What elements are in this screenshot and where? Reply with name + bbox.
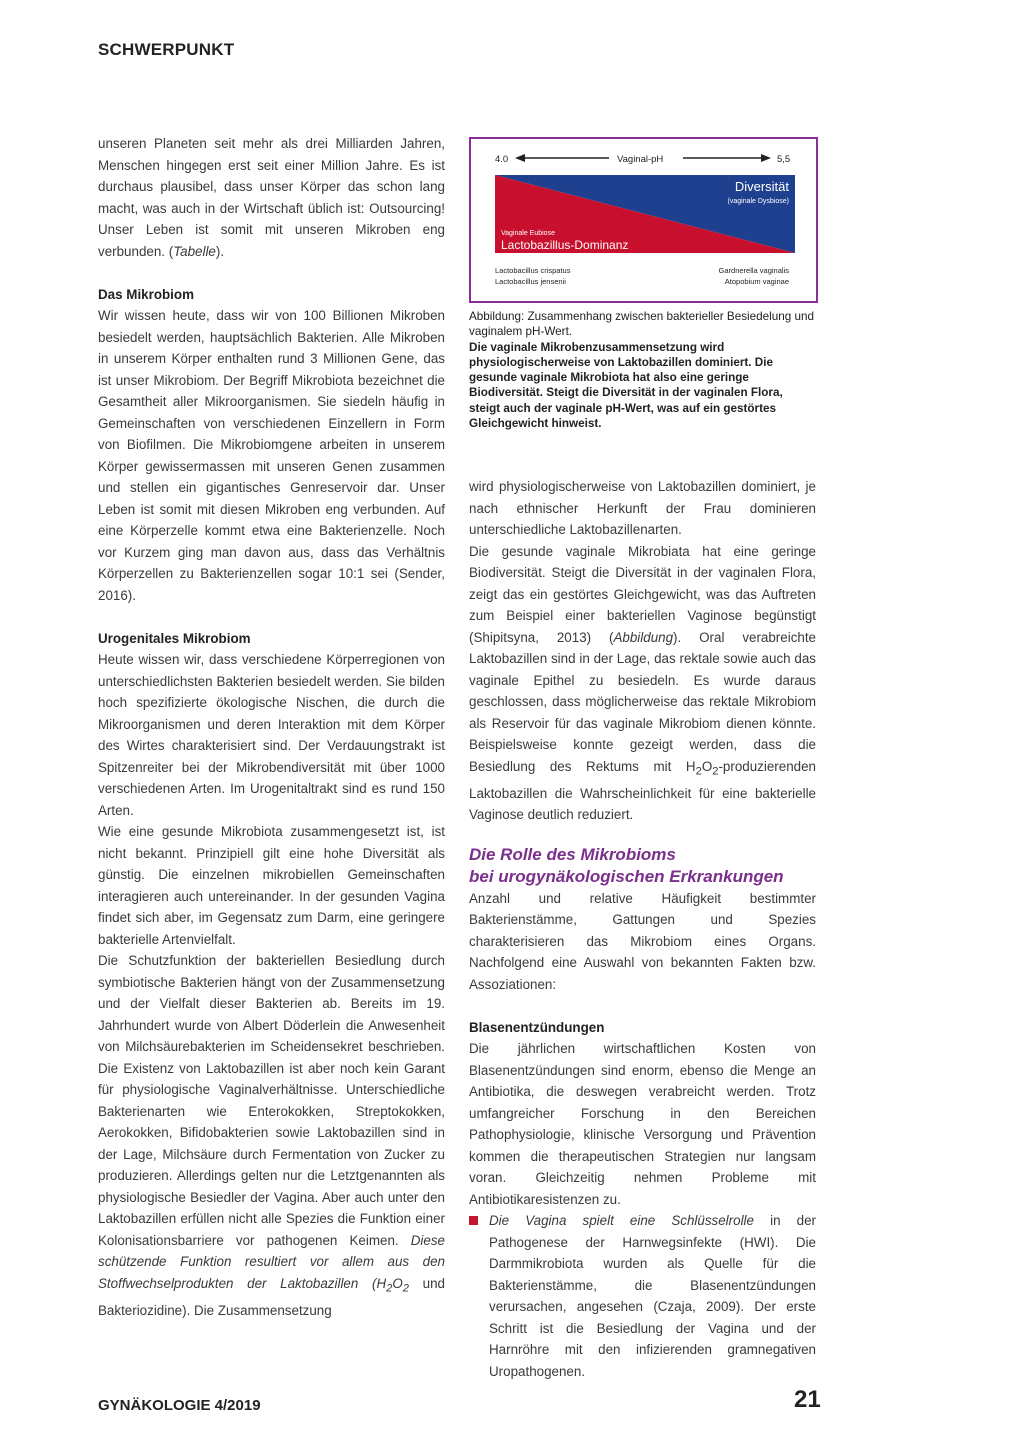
subscript: 2 bbox=[695, 765, 702, 778]
figure-caption bbox=[469, 309, 816, 431]
ph-axis-label: Vaginal-pH bbox=[617, 154, 664, 165]
paragraph bbox=[98, 133, 445, 262]
arrow-head-left bbox=[515, 154, 525, 162]
section-heading bbox=[469, 844, 816, 888]
page-number: 21 bbox=[794, 1386, 821, 1413]
diversity-subtitle: (vaginale Dysbiose) bbox=[727, 198, 789, 205]
heading-blasenentzuendungen: Blasenentzündungen bbox=[469, 1019, 605, 1035]
species-label: Gardnerella vaginalis bbox=[718, 266, 789, 275]
heading-mikrobiom: Das Mikrobiom bbox=[98, 286, 194, 302]
subscript: 2 bbox=[402, 1282, 409, 1295]
paragraph: Wir wissen heute, dass wir von 100 Billionen Mikroben besiedelt werden, hauptsächlich Bakterien. Alle Mikroben in unserem Körper enthalten rund 3 Millionen Gene, das ist unser Mikrobiom. Der Begriff Mikrobiota bezeichnet die Gesamtheit aller Mikroorganismen. Sie siedeln häufig in Gemeinschaften von verschiedenen Einzellern in Form von Biofilmen. Die Mikrobiomgene arbeiten in unserem Körper gewissermassen mit unseren Genen zusammen und stellen ein gigantisches Genreservoir dar. Unser Leben ist somit mit diesen Mikroben eng verbunden. Auf eine Körperzelle kommt etwa eine Bakterienzelle. Noch vor Kurzem ging man davon aus, dass das Verhältnis Körperzellen zu Bakterienzellen sogar 10:1 sei (Sender, 2016). bbox=[98, 308, 445, 603]
species-label: Lactobacillus jensenii bbox=[495, 277, 566, 286]
species-label: Lactobacillus crispatus bbox=[495, 266, 571, 275]
arrow-head-right bbox=[761, 154, 771, 162]
bullet-item bbox=[469, 1210, 816, 1382]
figure-ph-diversity bbox=[469, 137, 818, 303]
diversity-title: Diversität bbox=[734, 179, 789, 194]
figure-graphic bbox=[471, 139, 816, 301]
left-column bbox=[98, 133, 445, 1321]
text: O bbox=[701, 758, 713, 774]
species-label: Atopobium vaginae bbox=[724, 277, 789, 286]
figure-reference: Abbildung bbox=[613, 629, 674, 645]
paragraph: Die Schutzfunktion der bakteriellen Besiedlung durch symbiotische Bakterien hängt von der Zusammensetzung und der Vielfalt dieser Bakterien ab. Bereits im 19. Jahrhundert wurde von Albert Döderlein die Anwesenheit von Milchsäurebakterien im Scheidensekret beschrieben. Die Existenz von Laktobazillen ist aber noch kein Garant für physiologische Vaginalverhältnisse. Unterschiedliche Bakterienarten wie Enterokokken, Streptokokken, Aerokokken, Bifidobakterien sowie Laktobazillen sind in der Lage, Milchsäure durch Fermentation von Zucker zu produzieren. Allerdings gelten nur die Letztgenannten als physiologische Besiedler der Vagina. Aber auch unter den Laktobazillen erfüllen nicht alle Spezies die Funktion einer Kolonisationsbarriere vor pathogenen Keimen. Diese schützende Funktion resultiert vor allem aus den Stoffwechselprodukten der Laktobazillen ($H_2O_2$ und Bakteriozidine). Die Zusammensetzung bbox=[98, 953, 445, 1318]
ph-left-label: 4.0 bbox=[495, 154, 509, 165]
subscript: 2 bbox=[712, 765, 719, 778]
paragraph: Heute wissen wir, dass verschiedene Körperregionen von unterschiedlichsten Bakterien besiedelt werden. Sie bilden hoch spezifizierte ökologische Nischen, die durch die Mikroorganismen und deren Interaktion mit dem Körper des Wirtes charakterisiert sind. Der Verdauungstrakt ist Spitzenreiter bei der Mikrobendiversität mit über 1000 verschiedenen Arten. Im Urogenitaltrakt sind es rund 150 Arten. bbox=[98, 652, 445, 818]
text: und Bakteriozidine). Die Zusammensetzung bbox=[98, 1275, 445, 1318]
text: Die gesunde vaginale Mikrobiata hat eine geringe Biodiversität. Steigt die Diversität in der vaginalen Flora, zeigt das ein gestörtes Gleichgewicht, was das Auftreten zum Beispiel einer bakteriellen Vaginose begünstigt (Shipitsyna, 2013) ( bbox=[469, 543, 816, 645]
text: ). Oral verabreichte Laktobazillen sind in der Lage, das rektale sowie auch das vaginale Epithel zu besiedeln. Es wurde daraus geschlossen, dass möglicherweise das rektale Mikrobiom als Reservoir für das vaginale Mikrobiom dienen könnte. Beispielsweise konnte gezeigt werden, dass die Besiedlung des Rektums mit H bbox=[469, 629, 817, 774]
italic-text: Diese schützende Funktion resultiert vor allem aus den Stoffwechselprodukten der Laktobazillen ($H_2O_2$ bbox=[98, 1232, 445, 1295]
bullet-square-icon bbox=[469, 1216, 478, 1225]
section-header: SCHWERPUNKT bbox=[98, 40, 235, 59]
text: ). bbox=[215, 243, 225, 259]
ph-right-label: 5,5 bbox=[777, 154, 791, 165]
text: unseren Planeten seit mehr als drei Milliarden Jahren, Menschen hingegen erst seit einer Million Jahre. Es ist durchaus plausibel, dass unser Körper das schon lang macht, was auch in der Wirtschaft üblich ist: Outsourcing! Unser Leben ist somit mit unseren Mikroben eng verbunden. ( bbox=[98, 136, 445, 259]
lacto-title: Lactobazillus-Dominanz bbox=[501, 238, 629, 252]
heading-urogenitales-mikrobiom: Urogenitales Mikrobiom bbox=[98, 630, 251, 646]
paragraph: Die jährlichen wirtschaftlichen Kosten von Blasenentzündungen sind enorm, ebenso die Menge an Antibiotika, die deswegen verabreicht werden. Trotz umfangreicher Forschung in den Bereichen Pathophysiologie, klinische Versorgung und Prävention kommen die therapeutischen Strategien nur langsam voran. Gleichzeitig nehmen Probleme mit Antibiotikaresistenzen zu. bbox=[469, 1041, 816, 1207]
journal-footer: GYNÄKOLOGIE 4/2019 bbox=[98, 1397, 261, 1414]
text: -produzierenden Laktobazillen die Wahrscheinlichkeit für eine bakterielle Vaginose deutlich reduziert. bbox=[469, 758, 816, 823]
heading-line: bei urogynäkologischen Erkrankungen bbox=[469, 866, 784, 886]
paragraph: Anzahl und relative Häufigkeit bestimmter Bakterienstämme, Gattungen und Spezies charakterisieren das Mikrobiom eines Organs. Nachfolgend eine Auswahl von bekannten Fakten bzw. Assoziationen: bbox=[469, 890, 816, 992]
text: Die Vagina spielt eine Schlüsselrolle bbox=[489, 1213, 754, 1229]
table-reference: Tabelle bbox=[173, 243, 216, 259]
heading-line: Die Rolle des Mikrobioms bbox=[469, 844, 676, 864]
right-column bbox=[469, 476, 816, 1382]
text: in der Pathogenese der Harnwegsinfekte (HWI). Die Darmmikrobiota wurden als Quelle für die Bakterienstämme, die Blasenentzündungen verursachen, angesehen (Czaja, 2009). Der erste Schritt ist die Besiedlung der Vagina und der Harnröhre mit den infizierenden gramnegativen Uropathogenen. bbox=[489, 1213, 816, 1379]
paragraph: wird physiologischerweise von Laktobazillen dominiert, je nach ethnischer Herkunft der Frau dominieren unterschiedliche Laktobazillenarten. bbox=[469, 479, 816, 537]
subscript: 2 bbox=[386, 1282, 393, 1295]
caption-title: Abbildung: Zusammenhang zwischen bakterieller Besiedelung und vaginalem pH-Wert. bbox=[469, 310, 814, 339]
caption-text: Die vaginale Mikrobenzusammensetzung wird physiologischerweise von Laktobazillen dominiert. Die gesunde vaginale Mikrobiota hat also eine geringe Biodiversität. Steigt die Diversität in der vaginalen Flora, steigt auch der vaginale pH-Wert, was auf ein gestörtes Gleichgewicht hinweist. bbox=[469, 340, 783, 431]
lacto-subtitle: Vaginale Eubiose bbox=[501, 230, 555, 237]
paragraph: Wie eine gesunde Mikrobiota zusammengesetzt ist, ist nicht bekannt. Prinzipiell gilt eine hohe Diversität als günstig. Die einzelnen mikrobiellen Gemeinschaften interagieren auch untereinander. In der gesunden Vagina findet sich aber, im Gegensatz zum Darm, eine geringere bakterielle Artenvielfalt. bbox=[98, 824, 445, 947]
paragraph bbox=[469, 541, 816, 826]
